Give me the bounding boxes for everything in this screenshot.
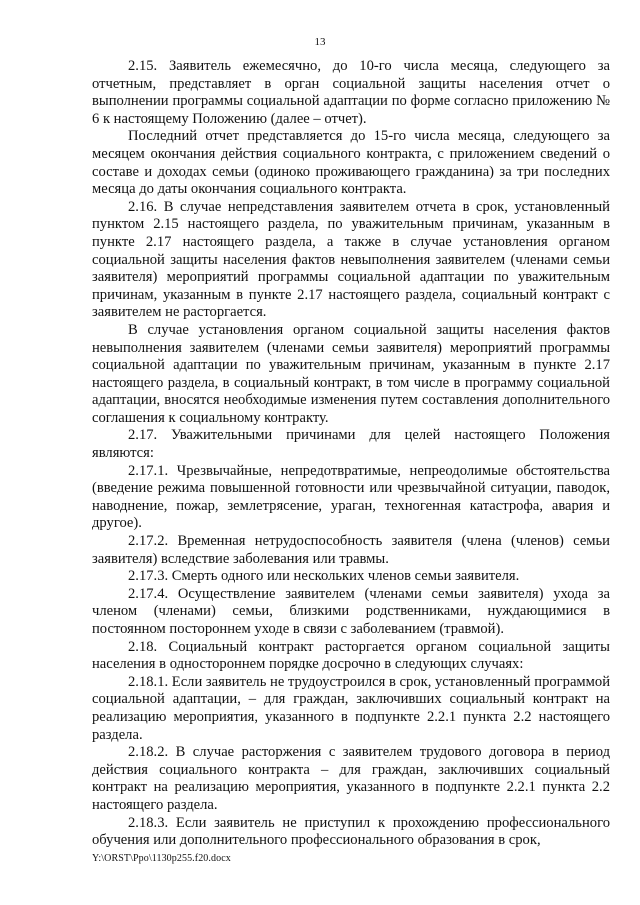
paragraph-2-18: 2.18. Социальный контракт расторгается органом социальной защиты населения в одностороннем порядке досрочно в следующих случаях: — [92, 638, 610, 673]
page-number: 13 — [314, 36, 326, 48]
paragraph-2-17: 2.17. Уважительными причинами для целей настоящего Положения являются: — [92, 427, 610, 462]
file-path-footer: Y:\ORST\Ppo\1130p255.f20.docx — [92, 853, 231, 864]
paragraph-2-15-last-report: Последний отчет представляется до 15-го числа месяца, следующего за месяцем окончания действия социального контракта, с приложением сведений о составе и доходах семьи (одиноко проживающего гражданина) за три последних месяца до даты окончания социального контракта. — [92, 128, 610, 198]
paragraph-2-16-amendment: В случае установления органом социальной защиты населения фактов невыполнения заявителем (членами семьи заявителя) мероприятий программы социальной адаптации по уважительным причинам, указанным в пункте 2.17 настоящего раздела, в социальный контракт, в том числе в программу социальной адаптации, вносятся необходимые изменения путем составления дополнительного соглашения к социальному контракту. — [92, 321, 610, 426]
paragraph-2-16: 2.16. В случае непредставления заявителем отчета в срок, установленный пунктом 2.15 настоящего раздела, по уважительным причинам, указанным в пункте 2.17 настоящего раздела, а также в случае установления органом социальной защиты населения фактов невыполнения заявителем (членами семьи заявителя) мероприятий программы социальной адаптации по уважительным причинам, указанным в пункте 2.17 настоящего раздела, социальный контракт с заявителем не расторгается. — [92, 198, 610, 321]
paragraph-2-18-3: 2.18.3. Если заявитель не приступил к прохождению профессионального обучения или дополнительного профессионального образования в срок, — [92, 814, 610, 849]
document-body — [92, 58, 610, 850]
paragraph-2-17-2: 2.17.2. Временная нетрудоспособность заявителя (члена (членов) семьи заявителя) вследствие заболевания или травмы. — [92, 533, 610, 567]
paragraph-2-18-2: 2.18.2. В случае расторжения с заявителем трудового договора в период действия социального контракта – для граждан, заключивших социальный контракт на реализацию мероприятия, указанного в подпункте 2.2.1 пункта 2.2 настоящего раздела. — [92, 744, 610, 813]
paragraph-2-18-1: 2.18.1. Если заявитель не трудоустроился в срок, установленный программой социальной адаптации, – для граждан, заключивших социальный контракт на реализацию мероприятия, указанного в подпункте 2.2.1 пункта 2.2 настоящего раздела. — [92, 673, 610, 743]
paragraph-2-17-4: 2.17.4. Осуществление заявителем (членами семьи заявителя) ухода за членом (членами) семьи, близкими родственниками, нуждающимися в постоянном постороннем уходе в связи с заболеванием (травмой). — [92, 585, 610, 637]
paragraph-2-17-1: 2.17.1. Чрезвычайные, непредотвратимые, непреодолимые обстоятельства (введение режима повышенной готовности или чрезвычайной ситуации, паводок, наводнение, пожар, землетрясение, ураган, техногенная катастрофа, авария и другое). — [92, 462, 610, 532]
paragraph-2-15: 2.15. Заявитель ежемесячно, до 10-го числа месяца, следующего за отчетным, представляет в орган социальной защиты населения отчет о выполнении программы социальной адаптации по форме согласно приложению № 6 к настоящему Положению (далее – отчет). — [92, 58, 610, 127]
paragraph-2-17-3: 2.17.3. Смерть одного или нескольких членов семьи заявителя. — [128, 568, 520, 585]
